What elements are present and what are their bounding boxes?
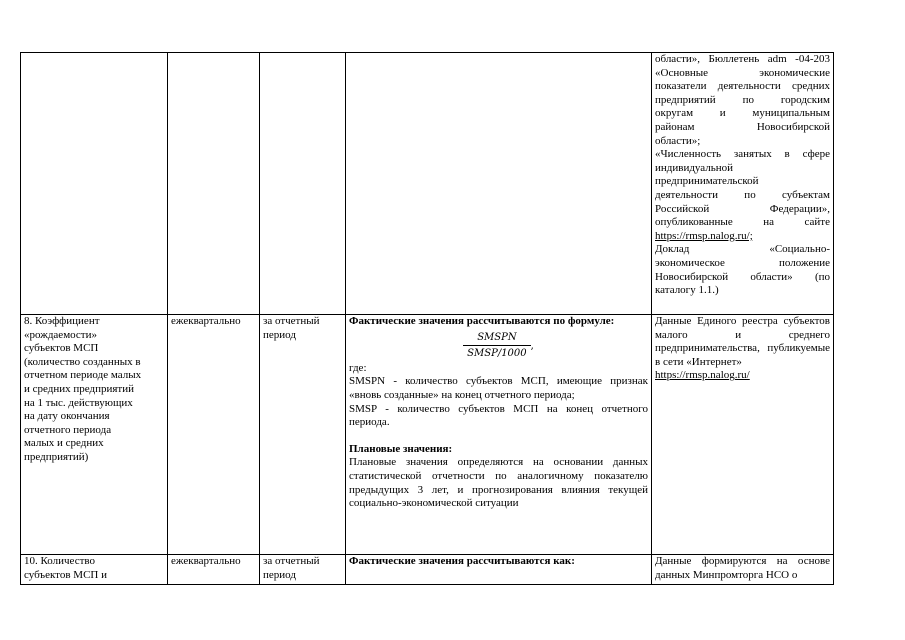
source-line: экономическое положение xyxy=(655,256,830,269)
source-line: округам и муниципальным xyxy=(655,107,830,120)
cell-source-continuation xyxy=(652,53,834,315)
indicator-line: отчетного периода xyxy=(24,423,112,436)
rmsp-link[interactable]: https://rmsp.nalog.ru/ xyxy=(655,369,750,382)
source-line: индивидуальной xyxy=(655,161,734,174)
indicator-line: «рождаемости» xyxy=(24,328,97,341)
table-row-continuation xyxy=(21,53,834,315)
source-line: «Основные экономические xyxy=(655,66,830,79)
period-text: за отчетный период xyxy=(263,555,320,581)
formula-tail: , xyxy=(530,339,534,351)
source-line: деятельности по субъектам xyxy=(655,188,830,201)
source-text: Данные формируются на основе данных Минпромторга НСО о xyxy=(655,555,830,581)
source-line: показатели деятельности средних xyxy=(655,80,830,93)
indicator-line: на дату окончания xyxy=(24,410,110,423)
source-line: «Численность занятых в сфере xyxy=(655,148,830,161)
source-line: Новосибирской области» (по xyxy=(655,270,830,283)
definition-smspn: SMSPN - количество субъектов МСП, имеющие признак «вновь созданные» на конец отчетного периода; xyxy=(349,375,648,401)
cell-period-10 xyxy=(260,555,346,585)
table-row-indicator-10 xyxy=(21,555,834,585)
indicator-line: 10. Количество xyxy=(24,555,96,567)
indicator-line: (количество созданных в xyxy=(24,355,141,368)
periodicity-text: ежеквартально xyxy=(171,555,241,567)
cell-period-empty xyxy=(260,53,346,315)
cell-indicator-10 xyxy=(21,555,168,585)
cell-periodicity-empty xyxy=(168,53,260,315)
source-line: Доклад «Социально- xyxy=(655,243,830,256)
source-line: каталогу 1.1.) xyxy=(655,284,719,297)
source-text: Данные Единого реестра субъектов малого и среднего предпринимательства, публикуемые в сети «Интернет» xyxy=(655,315,830,368)
indicator-line: и средних предприятий xyxy=(24,382,135,395)
cell-source-10 xyxy=(652,555,834,585)
formula-denominator: SMSP/1000 xyxy=(467,348,527,360)
where-label: где: xyxy=(349,361,367,374)
cell-method-empty xyxy=(346,53,652,315)
plan-text: Плановые значения определяются на основании данных статистической отчетности по аналогичному показателю предыдущих 3 лет, и прогнозирования влияния текущей социально-экономической ситуации xyxy=(349,456,648,510)
cell-source-8 xyxy=(652,315,834,555)
periodicity-text: ежеквартально xyxy=(171,315,241,327)
formula-fraction xyxy=(463,331,531,361)
cell-periodicity-10 xyxy=(168,555,260,585)
period-text: за отчетный период xyxy=(263,315,320,341)
cell-indicator-8 xyxy=(21,315,168,555)
plan-heading: Плановые значения: xyxy=(349,442,453,455)
method-heading: Фактические значения рассчитываются по формуле: xyxy=(349,315,615,327)
cell-period-8 xyxy=(260,315,346,555)
source-line: опубликованные на сайте xyxy=(655,216,830,229)
source-line: предприятий по городским xyxy=(655,93,830,106)
cell-method-8 xyxy=(346,315,652,555)
formula xyxy=(349,331,648,361)
source-line: области», Бюллетень adm -04-203 xyxy=(655,53,830,65)
indicator-line: субъектов МСП и xyxy=(24,568,107,581)
indicator-line: субъектов МСП xyxy=(24,342,99,355)
source-line: Российской Федерации», xyxy=(655,202,830,215)
source-line: области»; xyxy=(655,134,701,147)
indicators-table xyxy=(20,52,834,585)
indicator-line: предприятий) xyxy=(24,450,89,463)
table-row-indicator-8 xyxy=(21,315,834,555)
rmsp-link[interactable]: https://rmsp.nalog.ru/; xyxy=(655,229,753,242)
source-line: предпринимательской xyxy=(655,175,759,188)
spacer xyxy=(349,430,648,443)
formula-numerator: SMSPN xyxy=(463,331,531,347)
indicator-line: малых и средних xyxy=(24,437,104,450)
source-line: районам Новосибирской xyxy=(655,120,830,133)
indicator-line: отчетном периоде малых xyxy=(24,369,142,382)
indicator-line: на 1 тыс. действующих xyxy=(24,396,133,409)
cell-indicator-empty xyxy=(21,53,168,315)
indicator-line: 8. Коэффициент xyxy=(24,315,100,327)
cell-periodicity-8 xyxy=(168,315,260,555)
cell-method-10 xyxy=(346,555,652,585)
definition-smsp: SMSP - количество субъектов МСП на конец отчетного периода. xyxy=(349,402,648,429)
method-heading: Фактические значения рассчитываются как: xyxy=(349,555,575,567)
